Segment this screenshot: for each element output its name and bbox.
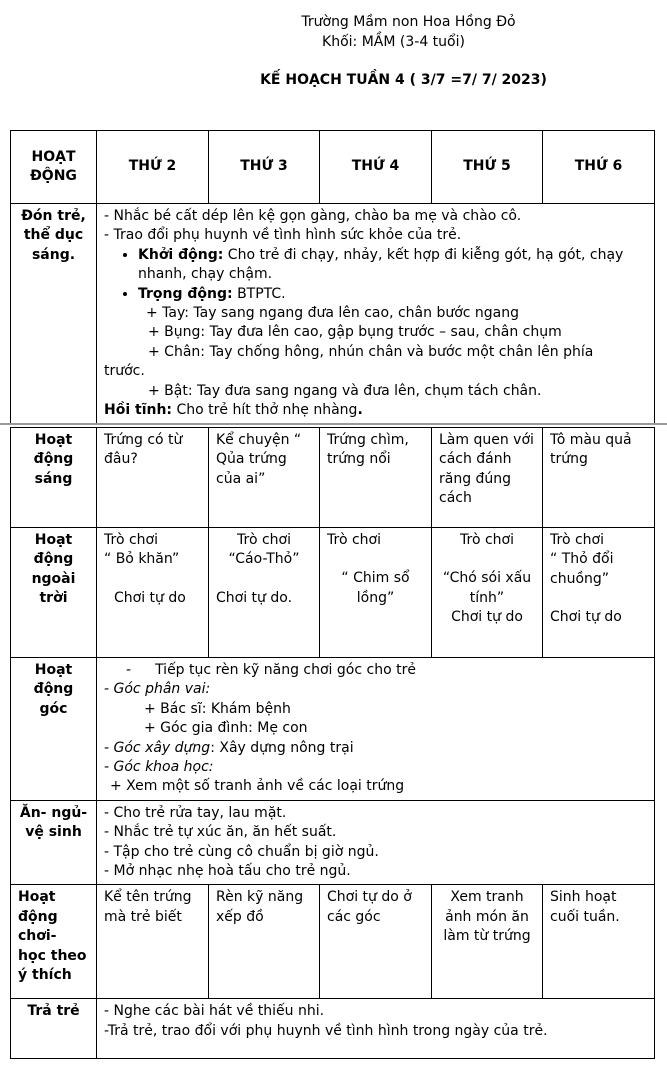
game-label: Trò chơi <box>550 532 604 548</box>
row-label-pickup: Trả trẻ <box>11 999 97 1059</box>
hygiene-line: - Cho trẻ rửa tay, lau mặt. <box>104 804 287 821</box>
learning-cell: Kể chuyện “ Qủa trứng của ai” <box>209 428 320 528</box>
outdoor-cell <box>432 528 543 658</box>
page-separator <box>0 423 667 425</box>
col-wednesday: THỨ 4 <box>320 131 432 204</box>
corner-science: - Góc khoa học: <box>104 759 214 776</box>
interest-cell: Chơi tự do ở các góc <box>320 885 432 999</box>
morning-content <box>97 204 655 424</box>
row-label-hygiene: Ăn- ngủ- vệ sinh <box>11 800 97 885</box>
game-name: “ Chim sổ lồng” <box>341 570 410 606</box>
row-label-corner: Hoạt động góc <box>11 658 97 801</box>
game-name: “Chó sói xấu tính” <box>442 570 532 606</box>
cool-down: Hồi tĩnh: Cho trẻ hít thở nhẹ nhàng. <box>104 402 363 419</box>
corner-role: - Góc phân vai: <box>104 681 211 698</box>
interest-cell: Kể tên trứng mà trẻ biết <box>97 885 209 999</box>
warmup-item: • Khởi động: Cho trẻ đi chạy, nhảy, kết hợp đi kiễng gót, hạ gót, chạy nhanh, chạy chậm. <box>138 246 647 285</box>
plan-title: KẾ HOẠCH TUẦN 4 ( 3/7 =7/ 7/ 2023) <box>260 72 547 88</box>
outdoor-cell <box>320 528 432 658</box>
row-label-interest: Hoạt động chơi- học theo ý thích <box>11 885 97 999</box>
corner-intro: - Tiếp tục rèn kỹ năng chơi góc cho trẻ <box>126 662 416 678</box>
corner-content <box>97 658 655 801</box>
learning-cell: Trứng chìm, trứng nổi <box>320 428 432 528</box>
interest-cell: Sinh hoạt cuối tuần. <box>543 885 655 999</box>
pickup-content <box>97 999 655 1059</box>
exercise-belly: + Bụng: Tay đưa lên cao, gập bụng trước – sau, chân chụm <box>148 324 562 341</box>
pickup-line: - Nghe các bài hát về thiếu nhi. <box>104 1003 325 1020</box>
hygiene-line: - Nhắc trẻ tự xúc ăn, ăn hết suất. <box>104 824 337 841</box>
free-play: Chơi tự do <box>550 609 622 626</box>
exercise-jump: + Bật: Tay đưa sang ngang và đưa lên, chụm tách chân. <box>148 382 542 399</box>
learning-cell: Trứng có từ đâu? <box>97 428 209 528</box>
corner-role-item: + Góc gia đình: Mẹ con <box>144 720 308 737</box>
outdoor-cell <box>543 528 655 658</box>
corner-science-item: + Xem một số tranh ảnh về các loại trứng <box>110 778 405 795</box>
corner-role-item: + Bác sĩ: Khám bệnh <box>144 700 291 717</box>
learning-cell: Tô màu quả trứng <box>543 428 655 528</box>
game-name: “ Thỏ đổi chuồng” <box>550 551 614 587</box>
exercise-arm: + Tay: Tay sang ngang đưa lên cao, chân bước ngang <box>146 305 520 322</box>
col-tuesday: THỨ 3 <box>209 131 320 204</box>
game-label: Trò chơi <box>237 532 291 548</box>
game-label: Trò chơi <box>460 532 514 548</box>
game-label: Trò chơi <box>104 532 158 548</box>
game-name: “Cáo-Thỏ” <box>228 551 300 568</box>
pickup-line: -Trả trẻ, trao đổi với phụ huynh về tình hình trong ngày của trẻ. <box>104 1022 548 1039</box>
plan-table-bottom <box>10 427 655 1059</box>
row-label-outdoor: Hoạt động ngoài trời <box>11 528 97 658</box>
outdoor-cell <box>209 528 320 658</box>
plan-table-top <box>10 130 655 424</box>
hygiene-content <box>97 800 655 885</box>
morning-line: - Trao đổi phụ huynh về tình hình sức khỏe của trẻ. <box>104 227 462 244</box>
game-name: “ Bỏ khăn” <box>104 551 180 568</box>
interest-cell: Rèn kỹ năng xếp đồ <box>209 885 320 999</box>
col-friday: THỨ 6 <box>543 131 655 204</box>
row-label-morning: Đón trẻ, thể dục sáng. <box>11 204 97 424</box>
hygiene-line: - Tập cho trẻ cùng cô chuẩn bị giờ ngủ. <box>104 843 379 860</box>
row-label-learning: Hoạt động sáng <box>11 428 97 528</box>
game-label: Trò chơi <box>327 532 381 548</box>
morning-line: - Nhắc bé cất dép lên kệ gọn gàng, chào ba mẹ và chào cô. <box>104 208 522 224</box>
corner-build: - Góc xây dựng: Xây dựng nông trại <box>104 739 354 756</box>
col-activity: HOẠT ĐỘNG <box>11 131 97 204</box>
main-exercise-item: • Trọng động: BTPTC. <box>138 285 647 304</box>
exercise-leg-cont: trước. <box>104 363 145 380</box>
interest-cell: Xem tranh ảnh món ăn làm từ trứng <box>432 885 543 999</box>
learning-cell: Làm quen với cách đánh răng đúng cách <box>432 428 543 528</box>
hygiene-line: - Mở nhạc nhẹ hoà tấu cho trẻ ngủ. <box>104 863 351 880</box>
free-play: Chơi tự do <box>114 589 186 606</box>
school-name: Trường Mầm non Hoa Hồng Đỏ <box>301 14 516 30</box>
col-thursday: THỨ 5 <box>432 131 543 204</box>
exercise-leg: + Chân: Tay chống hông, nhún chân và bước một chân lên phía <box>148 343 594 360</box>
col-monday: THỨ 2 <box>97 131 209 204</box>
grade-level: Khối: MẦM (3-4 tuổi) <box>322 34 465 50</box>
free-play: Chơi tự do. <box>216 589 293 606</box>
outdoor-cell <box>97 528 209 658</box>
free-play: Chơi tự do <box>451 609 523 626</box>
